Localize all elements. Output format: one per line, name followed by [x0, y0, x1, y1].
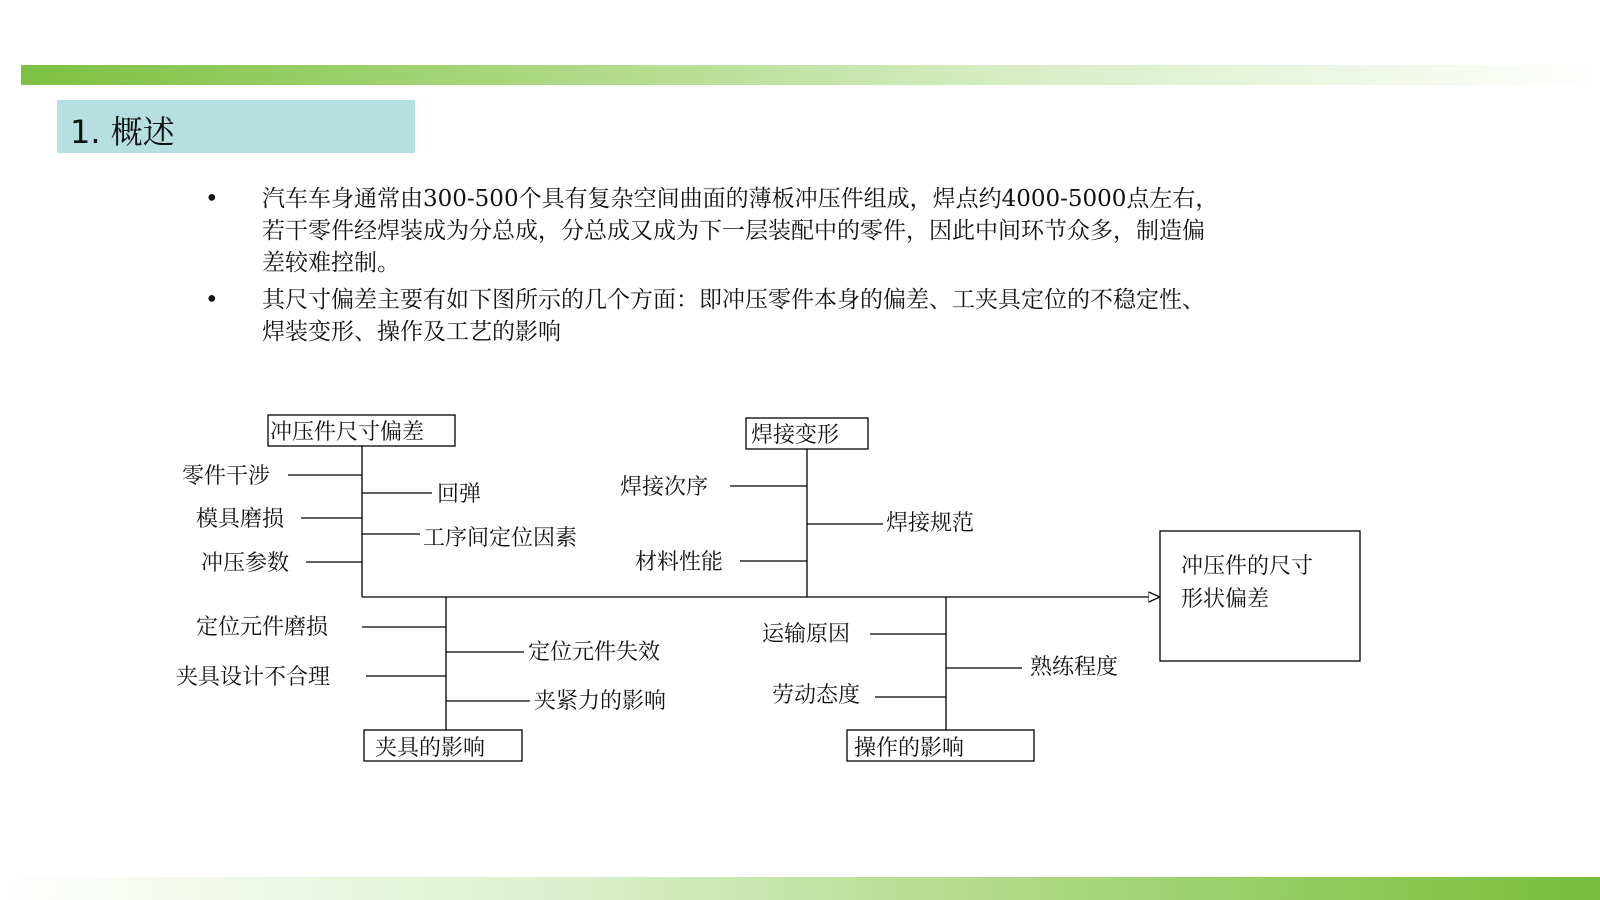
cause-interprocess-positioning: 工序间定位因素 [423, 526, 578, 551]
cause-transportation: 运输原因 [762, 622, 851, 647]
cause-die-wear: 模具磨损 [196, 507, 285, 532]
bullet-text: 汽车车身通常由300-500个具有复杂空间曲面的薄板冲压件组成，焊点约4000-5000点左右，若干零件经焊装成为分总成，分总成又成为下一层装配中的零件，因此中间环节众多，制造偏差较难控制。 [262, 186, 1219, 276]
bullet-marker: • [205, 186, 219, 212]
bullet-text: 其尺寸偏差主要有如下图所示的几个方面：即冲压零件本身的偏差、工夹具定位的不稳定性、焊装变形、操作及工艺的影响 [262, 287, 1205, 345]
result-label-line1: 冲压件的尺寸 [1181, 554, 1314, 579]
cause-material-properties: 材料性能 [635, 550, 724, 575]
operation-influence-title: 操作的影响 [854, 736, 965, 761]
stamping-deviation-title: 冲压件尺寸偏差 [270, 420, 425, 445]
result-label-line2: 形状偏差 [1181, 587, 1270, 612]
cause-work-attitude: 劳动态度 [772, 683, 861, 708]
bottom-accent-bar [0, 877, 1600, 900]
section-title: 1. 概述 [70, 113, 175, 151]
cause-springback: 回弹 [437, 482, 482, 507]
cause-fixture-design: 夹具设计不合理 [176, 665, 331, 690]
cause-proficiency: 熟练程度 [1030, 655, 1119, 680]
cause-part-interference: 零件干涉 [182, 464, 271, 489]
cause-locator-wear: 定位元件磨损 [196, 615, 329, 640]
cause-locator-failure: 定位元件失效 [528, 640, 661, 665]
bullet-marker: • [205, 287, 219, 313]
welding-deformation-title: 焊接变形 [751, 423, 840, 448]
cause-welding-sequence: 焊接次序 [620, 475, 709, 500]
cause-welding-specification: 焊接规范 [886, 511, 975, 536]
cause-clamping-force: 夹紧力的影响 [534, 689, 667, 714]
cause-stamping-parameters: 冲压参数 [201, 551, 290, 576]
fixture-influence-title: 夹具的影响 [375, 736, 486, 761]
